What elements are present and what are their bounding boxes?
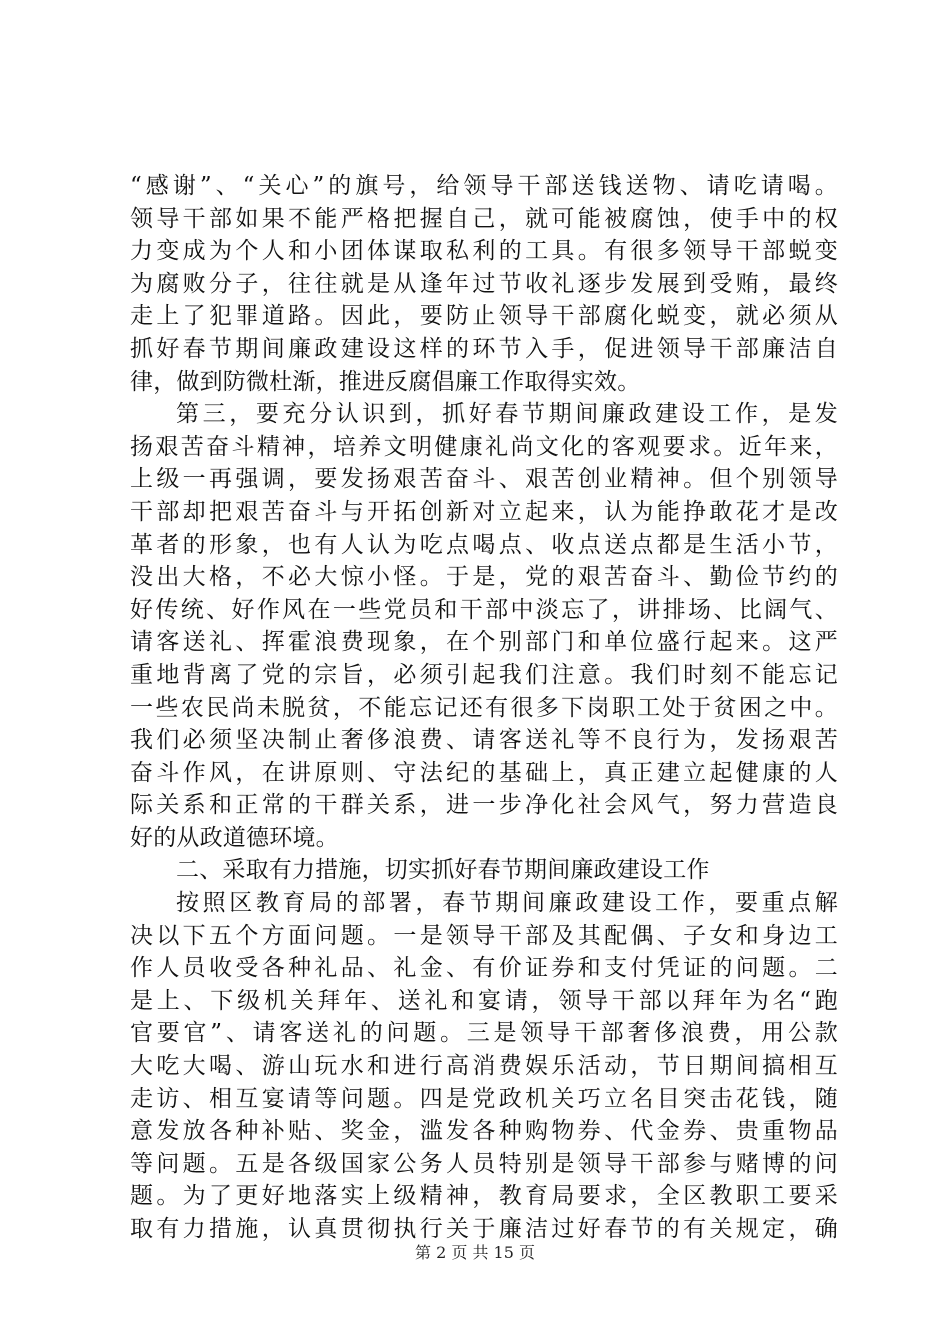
section-heading: 二、采取有力措施，切实抓好春节期间廉政建设工作	[176, 857, 710, 884]
text-line: 走上了犯罪道路。因此，要防止领导干部腐化蜕变，就必须从	[130, 303, 838, 330]
document-body	[130, 170, 838, 1246]
text-line: 走访、相互宴请等问题。四是党政机关巧立名目突击花钱，随	[130, 1085, 838, 1112]
paragraph-start-line: 第三，要充分认识到，抓好春节期间廉政建设工作，是发	[176, 401, 838, 428]
text-line: 力变成为个人和小团体谋取私利的工具。有很多领导干部蜕变	[130, 238, 838, 265]
paragraph-start-line: 按照区教育局的部署，春节期间廉政建设工作，要重点解	[176, 890, 838, 917]
text-line: 好的从政道德环境。	[130, 824, 339, 851]
text-line: 抓好春节期间廉政建设这样的环节入手，促进领导干部廉洁自	[130, 335, 838, 362]
text-line: 意发放各种补贴、奖金，滥发各种购物券、代金券、贵重物品	[130, 1118, 838, 1145]
text-line: 一些农民尚未脱贫，不能忘记还有很多下岗职工处于贫困之中。	[130, 694, 838, 721]
text-line: 上级一再强调，要发扬艰苦奋斗、艰苦创业精神。但个别领导	[130, 466, 838, 493]
text-line: 扬艰苦奋斗精神，培养文明健康礼尚文化的客观要求。近年来，	[130, 433, 838, 460]
text-line: 官要官”、请客送礼的问题。三是领导干部奢侈浪费，用公款	[130, 1020, 838, 1047]
text-line: 干部却把艰苦奋斗与开拓创新对立起来，认为能挣敢花才是改	[130, 498, 838, 525]
text-line: 际关系和正常的干群关系，进一步净化社会风气，努力营造良	[130, 792, 838, 819]
page-number-footer: 第 2 页 共 15 页	[415, 1243, 535, 1262]
text-line: 题。为了更好地落实上级精神，教育局要求，全区教职工要采	[130, 1183, 838, 1210]
text-line: 律，做到防微杜渐，推进反腐倡廉工作取得实效。	[130, 368, 641, 395]
text-line: 等问题。五是各级国家公务人员特别是领导干部参与赌博的问	[130, 1150, 838, 1177]
text-line: 奋斗作风，在讲原则、守法纪的基础上，真正建立起健康的人	[130, 759, 838, 786]
text-line: 我们必须坚决制止奢侈浪费、请客送礼等不良行为，发扬艰苦	[130, 727, 838, 754]
text-line: 没出大格，不必大惊小怪。于是，党的艰苦奋斗、勤俭节约的	[130, 564, 838, 591]
text-line: 革者的形象，也有人认为吃点喝点、收点送点都是生活小节，	[130, 531, 838, 558]
text-line: 是上、下级机关拜年、送礼和宴请，领导干部以拜年为名“跑	[130, 987, 838, 1014]
text-line: 好传统、好作风在一些党员和干部中淡忘了，讲排场、比阔气、	[130, 596, 838, 623]
text-line: 领导干部如果不能严格把握自己，就可能被腐蚀，使手中的权	[130, 205, 838, 232]
text-line: 请客送礼、挥霍浪费现象，在个别部门和单位盛行起来。这严	[130, 629, 838, 656]
text-line: 取有力措施，认真贯彻执行关于廉洁过好春节的有关规定，确	[130, 1216, 838, 1242]
text-line: 重地背离了党的宗旨，必须引起我们注意。我们时刻不能忘记	[130, 661, 838, 688]
text-line: “感谢”、“关心”的旗号，给领导干部送钱送物、请吃请喝。	[130, 173, 838, 199]
text-line: 大吃大喝、游山玩水和进行高消费娱乐活动，节日期间搞相互	[130, 1053, 838, 1080]
text-line: 作人员收受各种礼品、礼金、有价证券和支付凭证的问题。二	[130, 955, 838, 982]
text-line: 为腐败分子，往往就是从逢年过节收礼逐步发展到受贿，最终	[130, 270, 838, 297]
text-line: 决以下五个方面问题。一是领导干部及其配偶、子女和身边工	[130, 922, 838, 949]
